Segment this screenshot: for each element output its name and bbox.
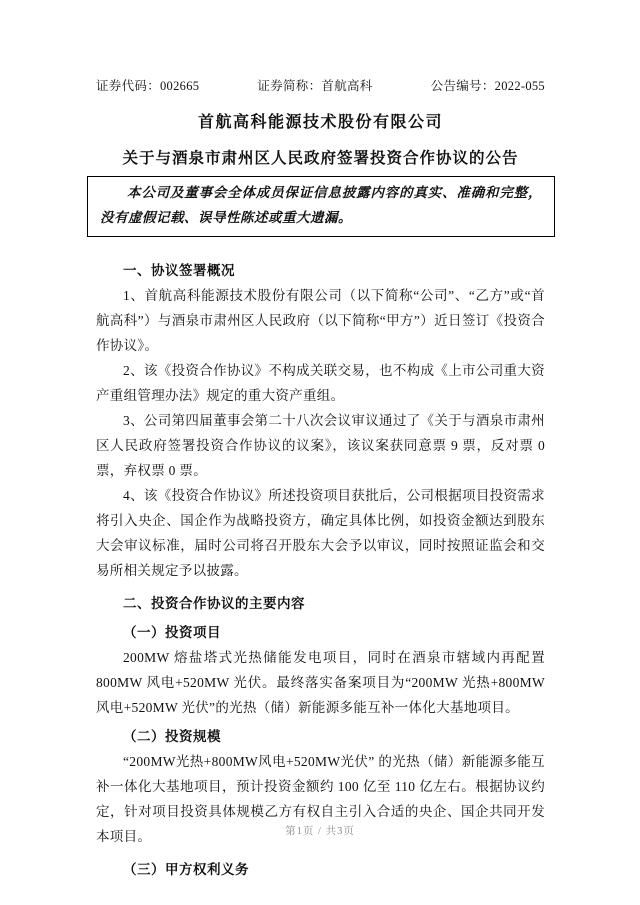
section-1-paragraph-2: 2、该《投资合作协议》不构成关联交易，也不构成《上市公司重大资产重组管理办法》规定的重大资产重组。 <box>96 363 545 403</box>
stock-name: 证券简称：首航高科 <box>257 79 373 93</box>
subsection-2-paragraph: “200MW光热+800MW风电+520MW光伏” 的光热（储）新能源多能互补一体化大基地项目，预计投资金额约 100 亿至 110 亿左右。根据协议约定，针对项目投资具体规模乙方有权自主引入合适的央企、国企共同开发本项目。 <box>96 754 545 844</box>
company-title: 首航高科能源技术股份有限公司 <box>197 114 443 131</box>
disclaimer-box <box>87 176 555 237</box>
doc-header <box>96 76 545 94</box>
announcement-title: 关于与酒泉市肃州区人民政府签署投资合作协议的公告 <box>122 150 519 167</box>
section-2-heading: 二、投资合作协议的主要内容 <box>123 596 305 611</box>
section-1-paragraph-1: 1、首航高科能源技术股份有限公司（以下简称“公司”、“乙方”或“首航高科”）与酒泉市肃州区人民政府（以下简称“甲方”）近日签订《投资合作协议》。 <box>96 288 545 353</box>
subsection-1-paragraph: 200MW 熔盐塔式光热储能发电项目，同时在酒泉市辖域内再配置 800MW 风电+520MW 光伏。最终落实备案项目为“200MW 光热+800MW 风电+520MW 光伏”的光热（储）新能源多能互补一体化大基地项目。 <box>96 650 545 715</box>
stock-code: 证券代码：002665 <box>96 79 200 93</box>
section-1-paragraph-4: 4、该《投资合作协议》所述投资项目获批后，公司根据项目投资需求将引入央企、国企作为战略投资方，确定具体比例，如投资金额达到股东大会审议标准，届时公司将召开股东大会予以审议，同时按照证监会和交易所相关规定予以披露。 <box>96 488 545 578</box>
announcement-number: 公告编号：2022-055 <box>430 79 545 93</box>
disclaimer-text: 本公司及董事会全体成员保证信息披露内容的真实、准确和完整，没有虚假记载、误导性陈述或重大遗漏。 <box>100 185 542 225</box>
section-1-paragraph-3: 3、公司第四届董事会第二十八次会议审议通过了《关于与酒泉市肃州区人民政府签署投资合作协议的议案》，该议案获同意票 9 票，反对票 0 票，弃权票 0 票。 <box>96 413 545 478</box>
subsection-3-heading: （三）甲方权利义务 <box>123 862 249 877</box>
page-footer: 第1页 / 共3页 <box>285 826 355 837</box>
section-1-heading: 一、协议签署概况 <box>123 263 235 278</box>
subsection-1-heading: （一）投资项目 <box>123 625 221 640</box>
subsection-2-heading: （二）投资规模 <box>123 729 221 744</box>
